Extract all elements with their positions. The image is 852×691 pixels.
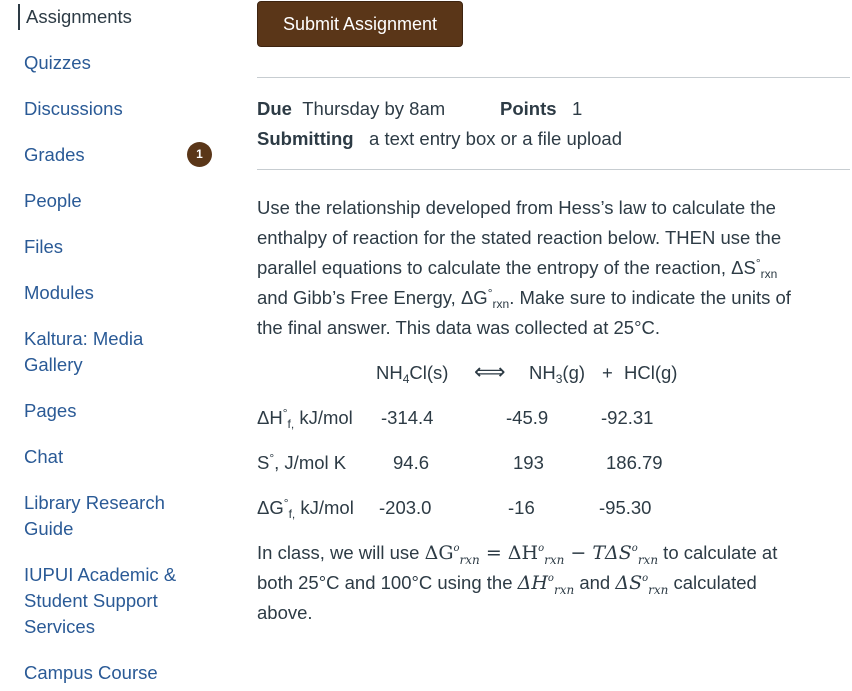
reaction-plus: + bbox=[602, 362, 613, 383]
points-info bbox=[500, 97, 582, 121]
gibbs-equation: $\Delta G^o_{rxn} = \Delta H^o_{rxn} - T\Delta S^o_{rxn}$ bbox=[424, 542, 659, 567]
nav-assignments[interactable]: Assignments bbox=[18, 4, 226, 30]
closing-line-3: above. bbox=[257, 602, 313, 623]
description-line-1: Use the relationship developed from Hess’s law to calculate the bbox=[257, 197, 776, 218]
course-nav bbox=[0, 0, 230, 691]
equilibrium-arrow-icon: ⟺ bbox=[474, 359, 506, 384]
table-cell: -95.30 bbox=[599, 497, 652, 518]
nav-modules[interactable]: Modules bbox=[24, 282, 94, 303]
nav-library-label-line2: Guide bbox=[24, 518, 74, 539]
nav-quizzes[interactable]: Quizzes bbox=[24, 52, 91, 73]
table-cell: 94.6 bbox=[393, 452, 430, 473]
table-cell: -45.9 bbox=[506, 407, 549, 428]
header-divider-bottom bbox=[257, 169, 850, 170]
assignment-description bbox=[257, 193, 842, 343]
nav-library-label-line1: Library Research bbox=[24, 492, 165, 513]
header-divider-top bbox=[257, 77, 850, 78]
submitting-value: a text entry box or a file upload bbox=[369, 128, 622, 149]
submit-assignment-button[interactable]: Submit Assignment bbox=[257, 1, 463, 47]
nav-kaltura-media-gallery[interactable] bbox=[24, 326, 224, 378]
nav-iupui-label-line1: IUPUI Academic & bbox=[24, 564, 177, 585]
table-cell: 186.79 bbox=[606, 452, 663, 473]
points-value: 1 bbox=[571, 98, 583, 119]
description-line-4: and Gibb’s Free Energy, $\Delta G^\circ_{rxn}$. Make sure to indicate the units of bbox=[257, 286, 791, 311]
description-line-3: parallel equations to calculate the entropy of the reaction, $\Delta S^\circ_{rxn}$ bbox=[257, 256, 778, 281]
closing-paragraph bbox=[257, 538, 842, 628]
nav-kaltura-label-line1: Kaltura: Media bbox=[24, 328, 144, 349]
nav-chat[interactable]: Chat bbox=[24, 446, 64, 467]
table-row-label-dhf: $\Delta H^\circ_{f,}$ kJ/mol bbox=[257, 406, 353, 431]
nav-pages[interactable]: Pages bbox=[24, 400, 77, 421]
closing-line-2: both 25°C and 100°C using the $\Delta H^o_{rxn}$ and $\Delta S^o_{rxn}$ calculated bbox=[257, 572, 757, 597]
table-row-label-dgf: $\Delta G^\circ_{f,}$ kJ/mol bbox=[257, 496, 354, 521]
nav-iupui-label-line2: Student Support bbox=[24, 590, 158, 611]
due-info bbox=[257, 97, 445, 121]
enthalpy-term: $\Delta H^o_{rxn}$ bbox=[517, 572, 575, 597]
points-label: Points bbox=[500, 98, 557, 119]
reaction-reactant: $NH_4Cl(s)$ bbox=[376, 362, 449, 386]
closing-line-1: In class, we will use $\Delta G^o_{rxn} = \Delta H^o_{rxn} - T\Delta S^o_{rxn}$ to calculate at bbox=[257, 542, 778, 567]
nav-people[interactable]: People bbox=[24, 190, 82, 211]
submitting-label: Submitting bbox=[257, 128, 354, 149]
description-line-5: the final answer. This data was collected at 25°C. bbox=[257, 317, 660, 338]
nav-discussions[interactable]: Discussions bbox=[24, 98, 123, 119]
nav-kaltura-label-line2: Gallery bbox=[24, 354, 83, 375]
description-line-2: enthalpy of reaction for the stated reaction below. THEN use the bbox=[257, 227, 782, 248]
table-cell: -314.4 bbox=[381, 407, 434, 428]
table-row-label-s: S°, J/mol K bbox=[257, 451, 347, 473]
table-cell: 193 bbox=[513, 452, 544, 473]
due-value: Thursday by 8am bbox=[302, 98, 446, 119]
table-cell: -92.31 bbox=[601, 407, 654, 428]
grades-count-badge: 1 bbox=[187, 142, 212, 167]
nav-files[interactable]: Files bbox=[24, 236, 64, 257]
nav-iupui-academic-support[interactable] bbox=[24, 562, 224, 640]
nav-library-research-guide[interactable] bbox=[24, 490, 224, 542]
nav-grades[interactable]: Grades bbox=[24, 144, 85, 165]
nav-campus-course[interactable]: Campus Course bbox=[24, 662, 158, 683]
entropy-term: $\Delta S^o_{rxn}$ bbox=[615, 572, 669, 597]
reaction-product-2: HCl(g) bbox=[624, 362, 678, 383]
submitting-info bbox=[257, 127, 622, 151]
table-cell: -16 bbox=[508, 497, 535, 518]
due-label: Due bbox=[257, 98, 292, 119]
reaction-product-1: $NH_3(g)$ bbox=[529, 362, 586, 386]
nav-iupui-label-line3: Services bbox=[24, 616, 95, 637]
table-cell: -203.0 bbox=[379, 497, 432, 518]
